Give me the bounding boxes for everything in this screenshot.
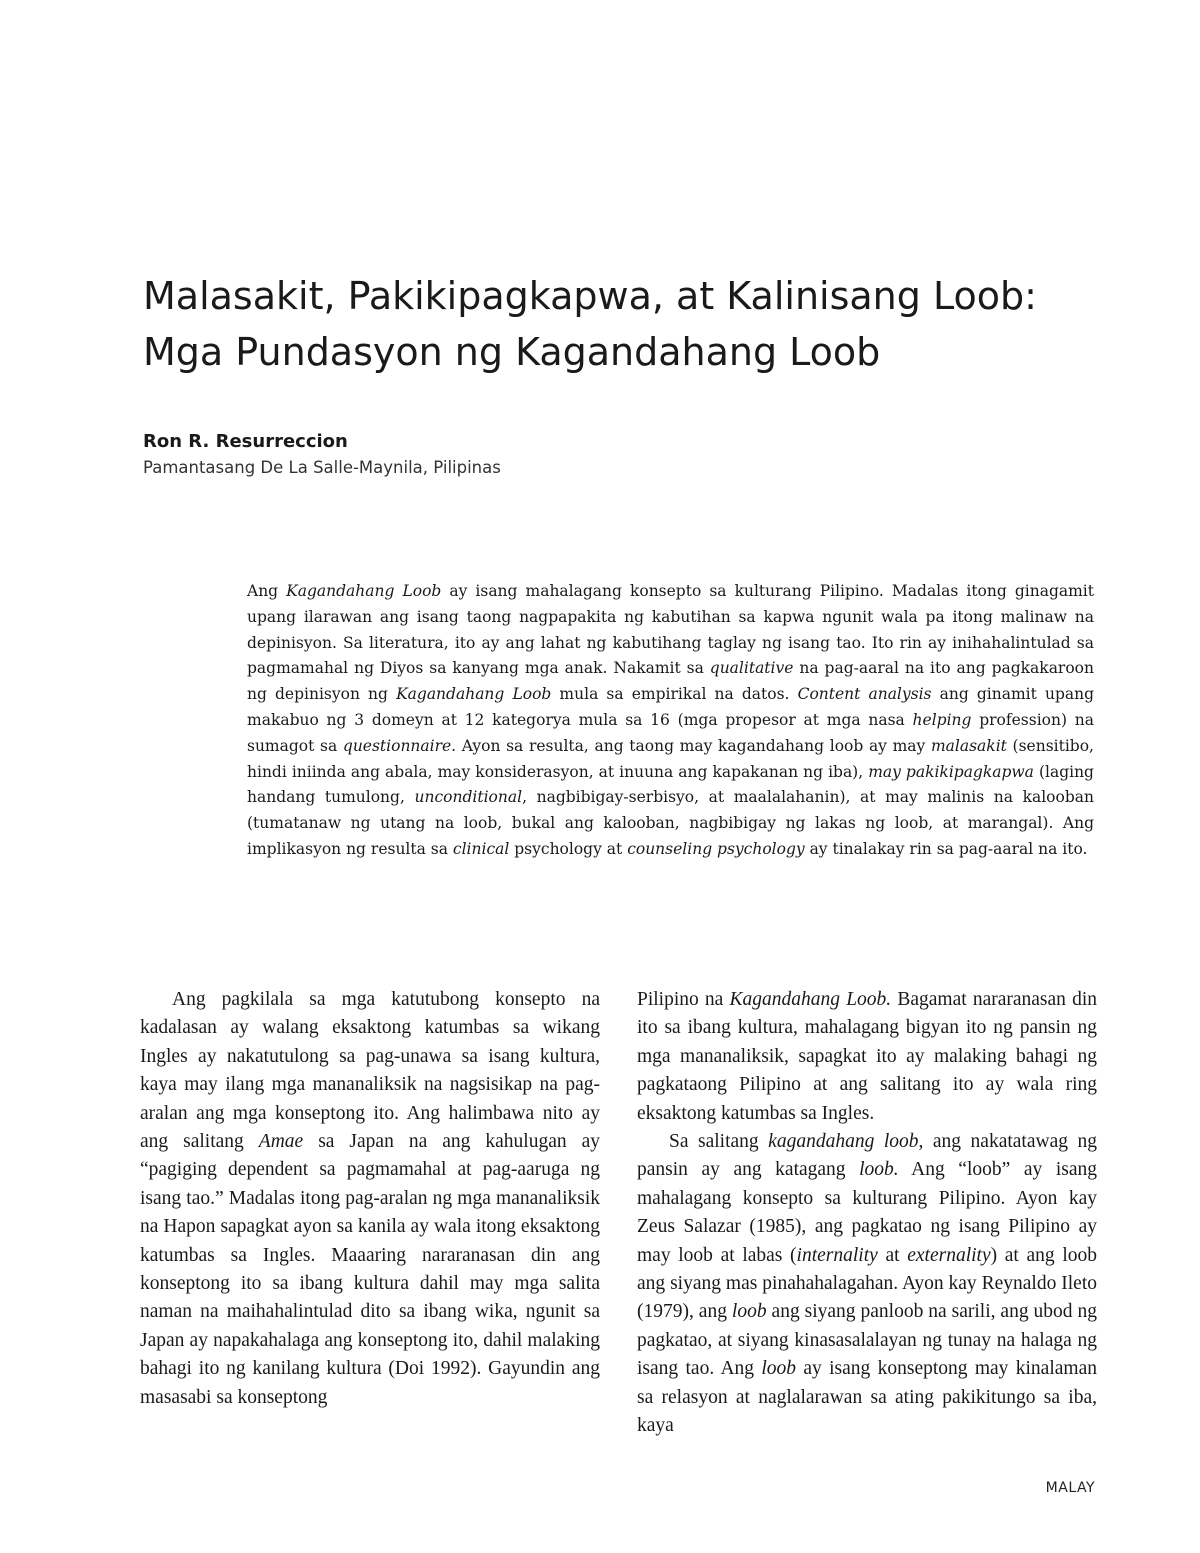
italic-text: helping — [912, 710, 972, 729]
text-run: (sensitibo, hindi iniinda ang abala, may konsiderasyon, at inuuna ang kapakanan ng iba), — [247, 736, 1094, 781]
text-run: ang siyang panloob na sarili, ang ubod ng pagkatao, at siyang kinasasalalayan ng tunay na halaga ng isang tao. Ang — [637, 1301, 1097, 1380]
text-run: sa Japan na ang kahulugan ay “pagiging dependent sa pagmamahal at pag-aaruga ng isang tao.” Madalas itong pag-aralan ng mga mananaliksik na Hapon sapagkat ayon sa kanila ay wala itong eksaktong katumbas sa Ingles. Maaaring nararanasan din ang konseptong ito sa ibang kultura dahil may mga salita naman na maihahalintulad dito sa ibang wika, ngunit sa Japan ay napakahalaga ang konseptong ito, dahil malaking bahagi ito ng kanilang kultura (Doi 1992). Gayundin ang masasabi sa konseptong — [140, 1131, 600, 1408]
italic-text: Kagandahang Loob — [396, 685, 552, 704]
text-run: na pag-aaral na ito ang pagkakaroon ng depinisyon ng — [247, 659, 1094, 704]
italic-text: malasakit — [930, 736, 1007, 755]
italic-text: may pakikipagkapwa — [868, 762, 1034, 781]
article-title-line-2: Mga Pundasyon ng Kagandahang Loob — [143, 330, 881, 374]
body-paragraph — [637, 1128, 1097, 1440]
text-run: ) at ang loob ang siyang mas pinahahalagahan. Ayon kay Reynaldo Ileto (1979), ang — [637, 1244, 1098, 1323]
text-run: Bagamat nararanasan din ito sa ibang kultura, mahalagang bigyan ito ng pansin ng mga mananaliksik, sapagkat ito ay malaking bahagi ng pagkataong Pilipino at ang salitang ito ay wala ring eksaktong katumbas sa Ingles. — [637, 989, 1098, 1124]
text-run: psychology at — [509, 839, 628, 858]
text-run: Pilipino na — [637, 989, 730, 1010]
author-affiliation: Pamantasang De La Salle-Maynila, Pilipinas — [143, 458, 501, 477]
italic-text: externality — [907, 1244, 991, 1266]
italic-text: counseling psychology — [627, 839, 805, 858]
text-run: profession) na sumagot sa — [247, 710, 1094, 755]
text-run: , ang nakatatawag ng pansin ay ang katagang — [637, 1131, 1097, 1181]
body-paragraph — [140, 986, 600, 1412]
text-run: ay tinalakay rin sa pag-aaral na ito. — [804, 839, 1088, 858]
italic-text: kagandahang loob — [768, 1131, 919, 1153]
article-title — [143, 268, 1103, 380]
text-run: Ang — [247, 582, 287, 600]
italic-text: Amae — [258, 1131, 304, 1153]
journal-footer: MALAY — [1045, 1480, 1095, 1496]
text-run: (laging handang tumulong, — [247, 762, 1094, 807]
italic-text: questionnaire. — [342, 736, 457, 755]
italic-text: unconditional — [414, 788, 523, 807]
abstract-paragraph — [247, 579, 1094, 863]
italic-text: Content analysis — [797, 685, 932, 704]
text-run: Ang “loob” ay isang mahalagang konsepto sa kulturang Pilipino. Ayon kay Zeus Salazar (1985), ang pagkatao ng isang Pilipino ay may loob at labas ( — [637, 1159, 1097, 1266]
text-run: Ang pagkilala sa mga katutubong konsepto na kadalasan ay walang eksaktong katumbas sa wikang Ingles ay nakatutulong sa pag-unawa sa isang kultura, kaya may ilang mga mananaliksik na nagsisikap na pag-aralan ang mga konseptong ito. Ang halimbawa nito ay ang salitang — [140, 989, 600, 1153]
text-run: ay isang mahalagang konsepto sa kulturang Pilipino. Madalas itong ginagamit upang ilarawan ang isang taong nagpapakita ng kabutihan sa kapwa ngunit wala pa itong malinaw na depinisyon. Sa literatura, ito ay ang lahat ng kabutihang taglay ng isang tao. Ito rin ay inihahalintulad sa pagmamahal ng Diyos sa kanyang mga anak. Nakamit sa — [247, 582, 1094, 678]
text-run: at — [877, 1244, 908, 1266]
text-run: , nagbibigay-serbisyo, at maalalahanin), at may malinis na kalooban (tumatanaw ng utang na loob, bukal ang kalooban, nagbibigay ng lakas ng loob, at marangal). Ang implikasyon ng resulta sa — [247, 788, 1094, 858]
body-column-right — [637, 986, 1097, 1441]
article-title-line-1: Malasakit, Pakikipagkapwa, at Kalinisang Loob: — [143, 274, 1037, 318]
text-run: mula sa empirikal na datos. — [551, 685, 798, 704]
text-run: Sa salitang — [669, 1131, 769, 1153]
text-run: Ayon sa resulta, ang taong may kagandahang loob ay may — [456, 736, 931, 755]
text-run: ang ginamit upang makabuo ng 3 domeyn at 12 kategorya mula sa 16 (mga propesor at mga nasa — [247, 685, 1095, 729]
text-run: ay isang konseptong may kinalaman sa relasyon at naglalarawan sa ating pakikitungo sa iba, kaya — [637, 1358, 1097, 1437]
italic-text: loob — [761, 1358, 797, 1380]
italic-text: loob. — [859, 1159, 899, 1181]
italic-text: Kagandahang Loob. — [729, 989, 892, 1010]
italic-text: clinical — [452, 839, 510, 858]
author-name: Ron R. Resurreccion — [143, 431, 348, 452]
italic-text: loob — [731, 1301, 767, 1323]
italic-text: internality — [796, 1244, 878, 1266]
body-column-left — [140, 986, 600, 1412]
italic-text: Kagandahang Loob — [286, 582, 442, 600]
italic-text: qualitative — [709, 659, 794, 678]
body-paragraph — [637, 986, 1097, 1128]
